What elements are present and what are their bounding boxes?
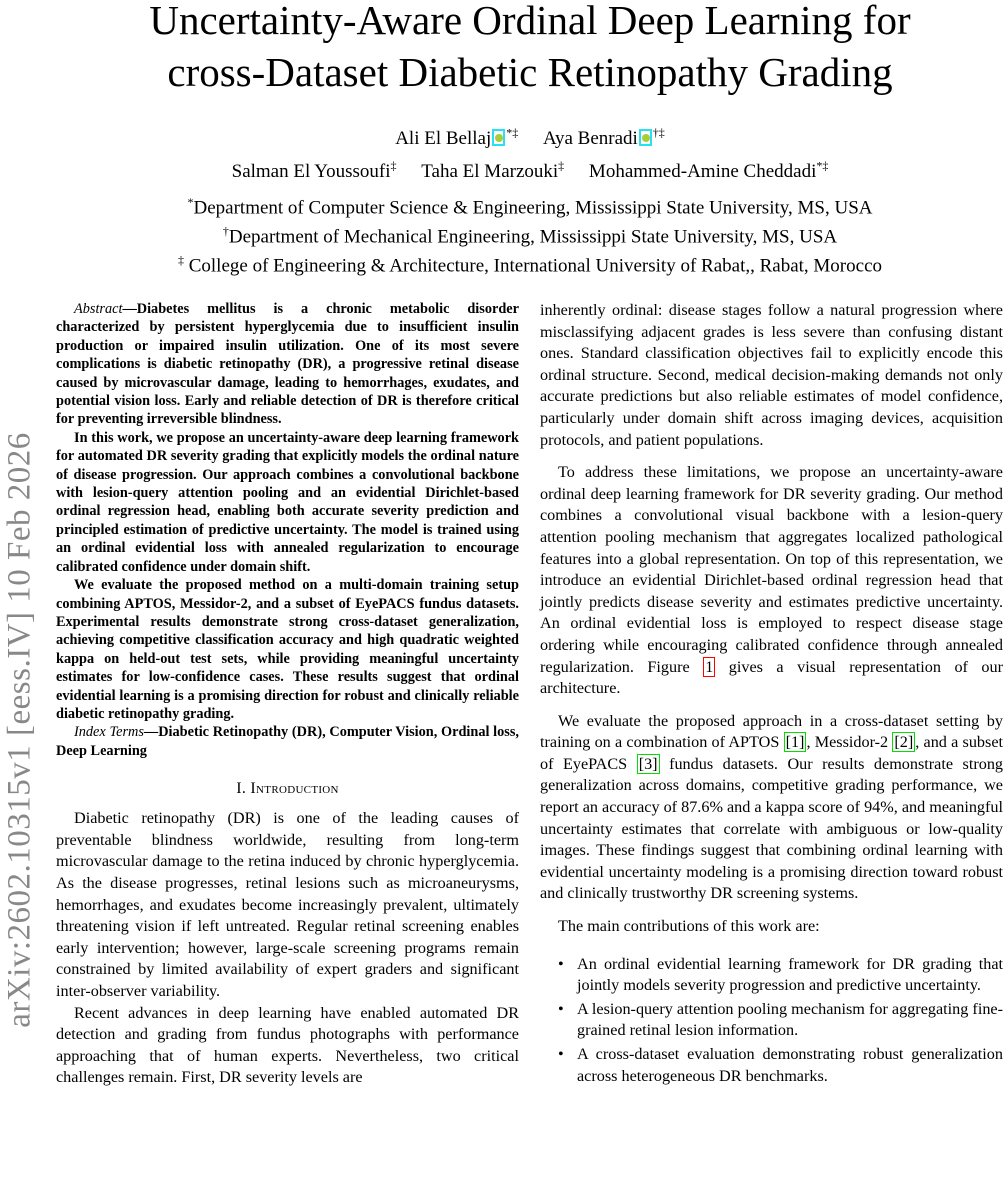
contributions-list bbox=[540, 954, 1003, 1088]
index-terms bbox=[56, 723, 519, 760]
index-terms-dash: — bbox=[143, 724, 159, 741]
affiliation bbox=[60, 191, 1000, 220]
affiliation-mark: † bbox=[222, 223, 229, 238]
orcid-icon[interactable] bbox=[492, 129, 505, 146]
author-row-1 bbox=[60, 120, 1000, 152]
affiliation-text: College of Engineering & Architecture, International University of Rabat,, Rabat, Morocco bbox=[183, 254, 883, 276]
intro-paragraph: Diabetic retinopathy (DR) is one of the leading causes of preventable blindness worldwide, resulting from long-term microvascular damage to the retina induced by chronic hyperglycemia. As the disease progresses, retinal lesions such as microaneurysms, hemorrhages, and exudates become increasingly prevalent, ultimately threatening vision if left untreated. Regular retinal screening enables early intervention; however, large-scale screening programs remain constrained by limited availability of expert graders and significant inter-observer variability. bbox=[56, 809, 519, 1000]
list-item: • A lesion-query attention pooling mechanism for aggregating fine-grained retinal lesion information. bbox=[540, 999, 1003, 1042]
author-name: Aya Benradi bbox=[542, 128, 638, 150]
author-marks: *‡ bbox=[816, 158, 829, 173]
citation-link[interactable]: [2] bbox=[894, 733, 914, 752]
affiliation-list bbox=[60, 191, 1000, 277]
author-name: Taha El Marzouki bbox=[421, 160, 559, 182]
affiliation bbox=[60, 249, 1000, 278]
left-column bbox=[56, 300, 519, 1089]
intro-paragraph: Recent advances in deep learning have enabled automated DR detection and grading from fundus photographs with performance approaching that of human experts. Nevertheless, two critical challenges remain. First, DR severity levels are bbox=[56, 1003, 519, 1087]
list-item: • A cross-dataset evaluation demonstrating robust generalization across heterogeneous DR benchmarks. bbox=[540, 1044, 1003, 1087]
paper-title bbox=[60, 0, 1000, 98]
paragraph-text: , Messidor-2 bbox=[806, 733, 893, 752]
title-line-1: Uncertainty-Aware Ordinal Deep Learning for bbox=[149, 0, 911, 43]
paragraph-text: We evaluate the proposed approach in a cross-dataset setting by training on a combination of APTOS bbox=[540, 711, 1003, 752]
orcid-icon[interactable] bbox=[639, 129, 652, 146]
right-column bbox=[540, 300, 1003, 1089]
figure-reference-link[interactable]: 1 bbox=[705, 657, 714, 676]
author bbox=[395, 128, 518, 149]
section-title: Introduction bbox=[250, 780, 339, 798]
arxiv-sidebar bbox=[0, 290, 40, 1170]
section-number: I. bbox=[236, 780, 251, 798]
author-marks: ‡ bbox=[390, 158, 397, 173]
paragraph-text: To address these limitations, we propose an uncertainty-aware ordinal deep learning framework for DR severity grading. Our method combines a convolutional visual backbone with a lesion-query attention pooling mechanism that aggregates localized pathological features into a global representation. On top of this representation, we introduce an evidential Dirichlet-based ordinal regression head that jointly predicts disease severity and estimates predictive uncertainty. An ordinal evidential loss is employed to respect disease stage ordering while encouraging calibrated confidence through annealed regularization. Figure bbox=[540, 463, 1003, 676]
paragraph-text: gives a visual representation of our architecture. bbox=[540, 657, 1003, 698]
author-marks: †‡ bbox=[652, 126, 665, 140]
list-item: • An ordinal evidential learning framework for DR grading that jointly models severity progression and predictive uncertainty. bbox=[540, 954, 1003, 997]
abstract-paragraph: We evaluate the proposed method on a multi-domain training setup combining APTOS, Messidor-2, and a subset of EyePACS fundus datasets. Experimental results demonstrate strong cross-dataset generalization, achieving competitive classification accuracy and high quadratic weighted kappa on held-out test sets, while providing meaningful uncertainty estimates for low-confidence cases. These results suggest that ordinal evidential learning is a promising direction for robust and clinically reliable diabetic retinopathy grading. bbox=[56, 577, 519, 722]
affiliation-mark: ‡ bbox=[177, 252, 184, 267]
intro-paragraph bbox=[540, 711, 1003, 905]
author-row-2 bbox=[60, 152, 1000, 184]
index-terms-text: Diabetic Retinopathy (DR), Computer Vision, Ordinal loss, Deep Learning bbox=[56, 724, 519, 759]
title-line-2: cross-Dataset Diabetic Retinopathy Grading bbox=[167, 49, 893, 95]
author-marks: *‡ bbox=[506, 126, 519, 140]
affiliation-mark: * bbox=[187, 195, 194, 209]
affiliation-text: Department of Computer Science & Engineering, Mississippi State University, MS, USA bbox=[193, 197, 873, 219]
paragraph-text: fundus datasets. Our results demonstrate strong generalization across domains, competitive grading performance, we report an accuracy of 87.6% and a kappa score of 94%, and meaningful uncertainty estimates that correlate with ambiguous or low-quality images. These findings suggest that combining ordinal learning with evidential uncertainty modeling is a promising direction toward robust and clinically trustworthy DR screening systems. bbox=[540, 754, 1003, 903]
author-name: Mohammed-Amine Cheddadi bbox=[588, 160, 817, 182]
author bbox=[421, 158, 565, 182]
abstract-paragraph: In this work, we propose an uncertainty-aware deep learning framework for automated DR severity grading that explicitly models the ordinal nature of disease progression. Our approach combines a convolutional backbone with lesion-query attention pooling and an evidential Dirichlet-based ordinal regression head, enabling both accurate severity prediction and principled estimation of predictive uncertainty. The model is trained using an ordinal evidential loss with annealed regularization to encourage calibrated confidence under domain shift. bbox=[56, 429, 519, 575]
author bbox=[543, 128, 665, 149]
abstract-paragraph bbox=[56, 300, 519, 429]
author bbox=[588, 158, 829, 182]
arxiv-identifier: arXiv:2602.10315v1 [eess.IV] 10 Feb 2026 bbox=[1, 432, 38, 1028]
affiliation bbox=[60, 220, 1000, 249]
intro-paragraph: The main contributions of this work are: bbox=[558, 917, 820, 936]
affiliation-text: Department of Mechanical Engineering, Mississippi State University, MS, USA bbox=[228, 226, 838, 248]
author bbox=[231, 158, 397, 182]
citation-link[interactable]: [1] bbox=[785, 733, 805, 752]
index-terms-label: Index Terms bbox=[74, 724, 144, 741]
author-list bbox=[60, 120, 1000, 185]
author-marks: ‡ bbox=[558, 158, 565, 173]
abstract-label: Abstract bbox=[74, 301, 123, 317]
author-name: Ali El Bellaj bbox=[395, 128, 492, 150]
citation-link[interactable]: [3] bbox=[638, 754, 658, 773]
section-heading bbox=[56, 780, 519, 798]
paragraph-text: , and a subset of EyePACS bbox=[540, 733, 1003, 773]
intro-paragraph: inherently ordinal: disease stages follow a natural progression where misclassifying adjacent grades is less severe than confusing distant ones. Standard classification objectives fail to explicitly encode this ordinal structure. Second, medical decision-making demands not only accurate predictions but also reliable estimates of model confidence, particularly under domain shift across imaging devices, acquisition protocols, and patient populations. bbox=[540, 301, 1003, 449]
author-name: Salman El Youssoufi bbox=[231, 160, 391, 182]
abstract-dash: — bbox=[122, 301, 137, 317]
intro-paragraph bbox=[540, 462, 1003, 700]
abstract-text: Diabetes mellitus is a chronic metabolic disorder characterized by persistent hyperglycemia due to insufficient insulin production or impaired insulin utilization. One of its most severe complications is diabetic retinopathy (DR), a progressive retinal disease caused by microvascular damage, leading to hemorrhages, exudates, and potential vision loss. Early and reliable detection of DR is therefore critical for preventing irreversible blindness. bbox=[56, 301, 519, 428]
